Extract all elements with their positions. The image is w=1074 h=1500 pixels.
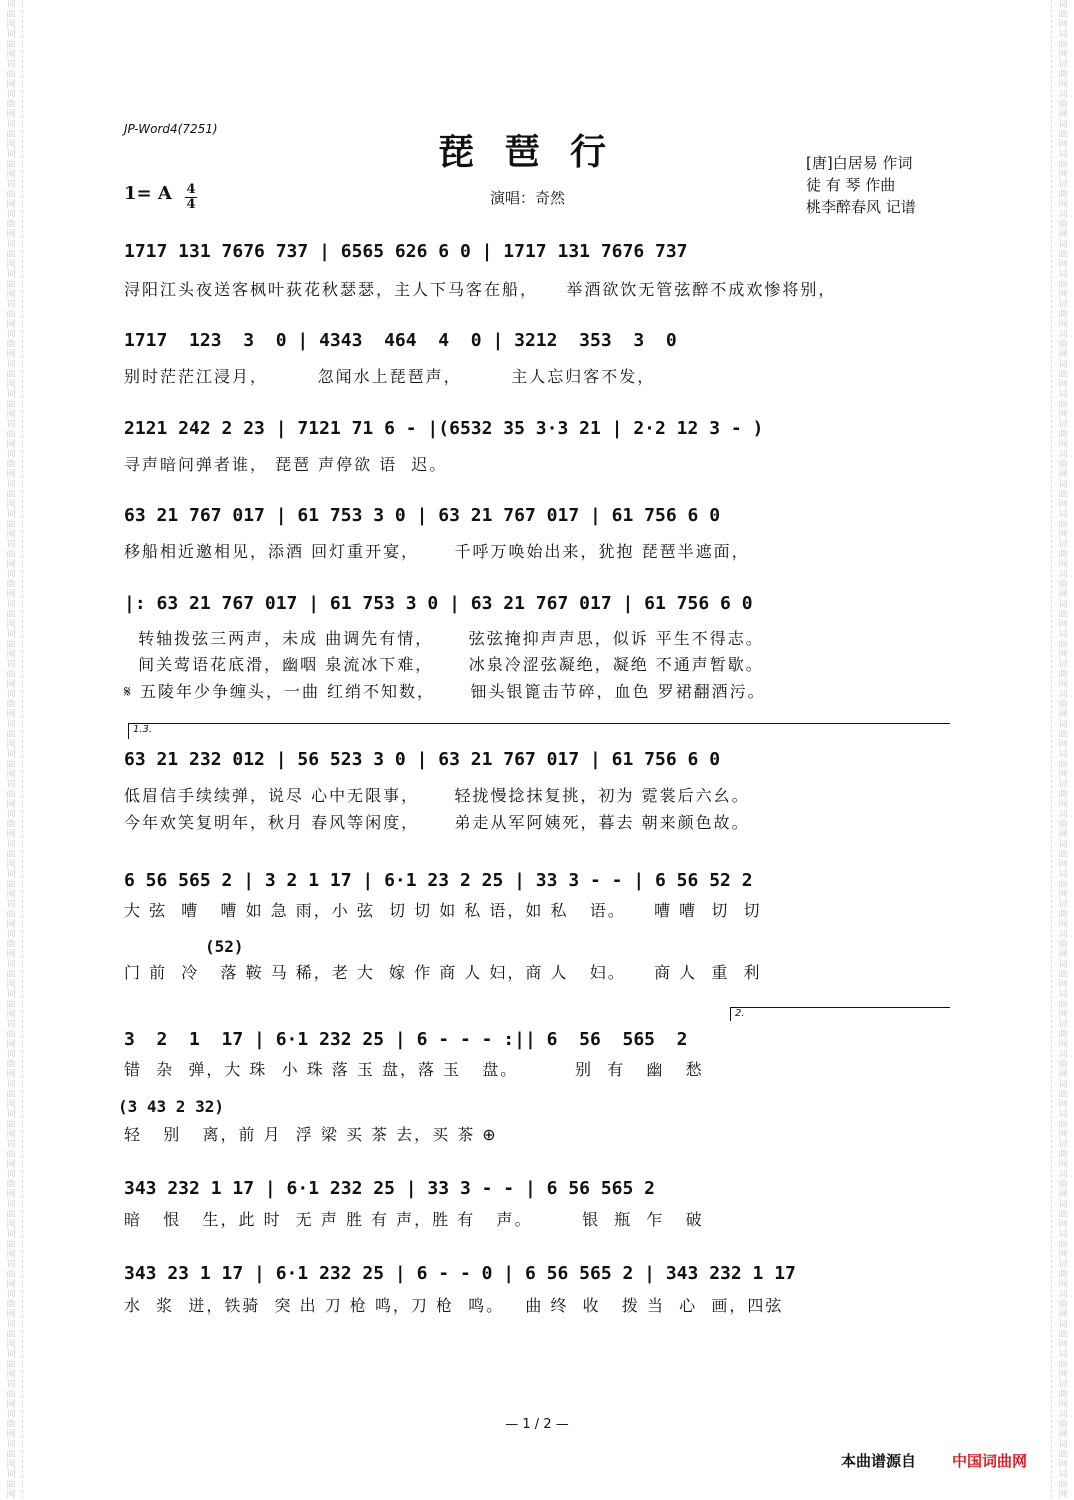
source-label: 本曲谱源自: [841, 1452, 917, 1470]
score-row-4-notes: 63 21 767 017 | 61 753 3 0 | 63 21 767 017 | 61 756 6 0: [124, 505, 721, 526]
score-row-2-lyrics: 别时茫茫江浸月， 忽闻水上琵琶声， 主人忘归客不发，: [124, 367, 656, 386]
page-number: — 1 / 2 —: [505, 1417, 569, 1432]
score-row-1-lyrics: 浔阳江头夜送客枫叶荻花秋瑟瑟，主人下马客在船， 举酒欲饮无管弦醉不成欢惨将别，: [124, 280, 837, 299]
score-row-10-notes: 343 23 1 17 | 6·1 232 25 | 6 - - 0 | 6 56 565 2 | 343 232 1 17: [124, 1263, 796, 1284]
score-row-8-lyrics-verse-1: 错 杂 弹，大 珠 小 珠 落 玉 盘，落 玉 盘。 别 有 幽 愁: [124, 1060, 704, 1079]
score-row-5-lyrics-verse-3: 𝄋 五陵年少争缠头，一曲 红绡不知数， 钿头银篦击节碎，血色 罗裙翻酒污。: [124, 682, 766, 701]
score-row-9-lyrics: 暗 恨 生，此 时 无 声 胜 有 声，胜 有 声。 银 瓶 乍 破: [124, 1210, 704, 1229]
time-numerator: 4: [186, 182, 196, 197]
score-row-3-lyrics: 寻声暗问弹者谁， 琵琶 声停欲 语 迟。: [124, 455, 448, 474]
document-code: JP-Word4(7251): [124, 122, 218, 136]
transcriber-credit: 桃李醉春风 记谱: [806, 198, 916, 216]
right-watermark: 词曲网词曲网词曲网词曲网词曲网词曲网词曲网词曲网词曲网词曲网词曲网词曲网词曲网词曲网词曲网词曲网词曲网词曲网词曲网词曲网词曲网词曲网词曲网词曲网词曲网词曲网词曲网词曲网词曲网词曲网词曲网词曲网词曲网词曲网词曲网词曲网词曲网词曲网词曲网词曲网词曲网词曲网词曲网词曲网词曲网词曲网词曲网词曲网词曲网词曲网: [1058, 0, 1068, 1500]
song-title: 琵琶行: [437, 131, 636, 173]
score-row-5-lyrics-verse-1: 转轴拨弦三两声，未成 曲调先有情， 弦弦掩抑声声思，似诉 平生不得志。: [124, 629, 764, 648]
score-row-7-lyrics-verse-1: 大 弦 嘈 嘈 如 急 雨，小 弦 切 切 如 私 语，如 私 语。 嘈 嘈 切 切: [124, 901, 762, 920]
score-row-5-lyrics-verse-2: 间关莺语花底滑，幽咽 泉流冰下难， 冰泉冷涩弦凝绝，凝绝 不通声暂歇。: [124, 655, 764, 674]
score-row-5-notes: |: 63 21 767 017 | 61 753 3 0 | 63 21 767 017 | 61 756 6 0: [124, 593, 753, 614]
score-row-8-lyrics-verse-2: 轻 别 离，前 月 浮 梁 买 茶 去，买 茶 ⊕: [124, 1125, 498, 1144]
credits-block: [806, 152, 916, 218]
score-row-7-notes: 6 56 565 2 | 3 2 1 17 | 6·1 23 2 25 | 33 3 - - | 6 56 52 2: [124, 870, 753, 891]
score-row-6-notes: 63 21 232 012 | 56 523 3 0 | 63 21 767 017 | 61 756 6 0: [124, 749, 721, 770]
right-page-border: [1051, 0, 1052, 1498]
score-row-8-alt-notes: (3 43 2 32): [118, 1097, 224, 1116]
score-row-6-lyrics-verse-2: 今年欢笑复明年，秋月 春风等闲度， 弟走从军阿姨死，暮去 朝来颜色故。: [124, 813, 750, 832]
volta-bracket-2: 2.: [730, 1007, 950, 1021]
score-row-10-lyrics: 水 浆 迸，铁骑 突 出 刀 枪 鸣，刀 枪 鸣。 曲 终 收 拨 当 心 画，四弦: [124, 1296, 784, 1315]
volta-bracket-1-3: 1.3.: [128, 723, 950, 739]
score-row-8-notes: 3 2 1 17 | 6·1 232 25 | 6 - - - :|| 6 56 565 2: [124, 1029, 688, 1050]
time-signature: [185, 183, 197, 212]
composer-credit: 徒 有 琴 作曲: [806, 176, 896, 194]
key-signature: 1= A: [124, 183, 172, 204]
source-site-link[interactable]: 中国词曲网: [952, 1452, 1028, 1470]
time-denominator: 4: [186, 197, 196, 212]
score-row-7-alt-notes: (52): [205, 937, 244, 956]
score-row-7-lyrics-verse-2: 门 前 冷 落 鞍 马 稀，老 大 嫁 作 商 人 妇，商 人 妇。 商 人 重 利: [124, 963, 762, 982]
score-row-1-notes: 1717 131 7676 737 | 6565 626 6 0 | 1717 131 7676 737: [124, 241, 688, 262]
score-row-9-notes: 343 232 1 17 | 6·1 232 25 | 33 3 - - | 6 56 565 2: [124, 1178, 656, 1199]
left-watermark: 词曲网词曲网词曲网词曲网词曲网词曲网词曲网词曲网词曲网词曲网词曲网词曲网词曲网词曲网词曲网词曲网词曲网词曲网词曲网词曲网词曲网词曲网词曲网词曲网词曲网词曲网词曲网词曲网词曲网词曲网词曲网词曲网词曲网词曲网词曲网词曲网词曲网词曲网词曲网词曲网词曲网词曲网词曲网词曲网词曲网词曲网词曲网词曲网词曲网词曲网: [6, 0, 16, 1500]
score-row-4-lyrics: 移船相近邀相见，添酒 回灯重开宴， 千呼万唤始出来，犹抱 琵琶半遮面，: [124, 542, 750, 561]
lyricist-credit: [唐]白居易 作词: [806, 154, 913, 172]
singer-credit: 演唱：奇然: [490, 189, 566, 207]
left-page-border: [22, 0, 23, 1498]
score-row-6-lyrics-verse-1: 低眉信手续续弹，说尽 心中无限事， 轻拢慢捻抹复挑，初为 霓裳后六幺。: [124, 786, 750, 805]
score-row-2-notes: 1717 123 3 0 | 4343 464 4 0 | 3212 353 3 0: [124, 330, 677, 351]
score-row-3-notes: 2121 242 2 23 | 7121 71 6 - |(6532 35 3·3 21 | 2·2 12 3 - ): [124, 418, 764, 439]
